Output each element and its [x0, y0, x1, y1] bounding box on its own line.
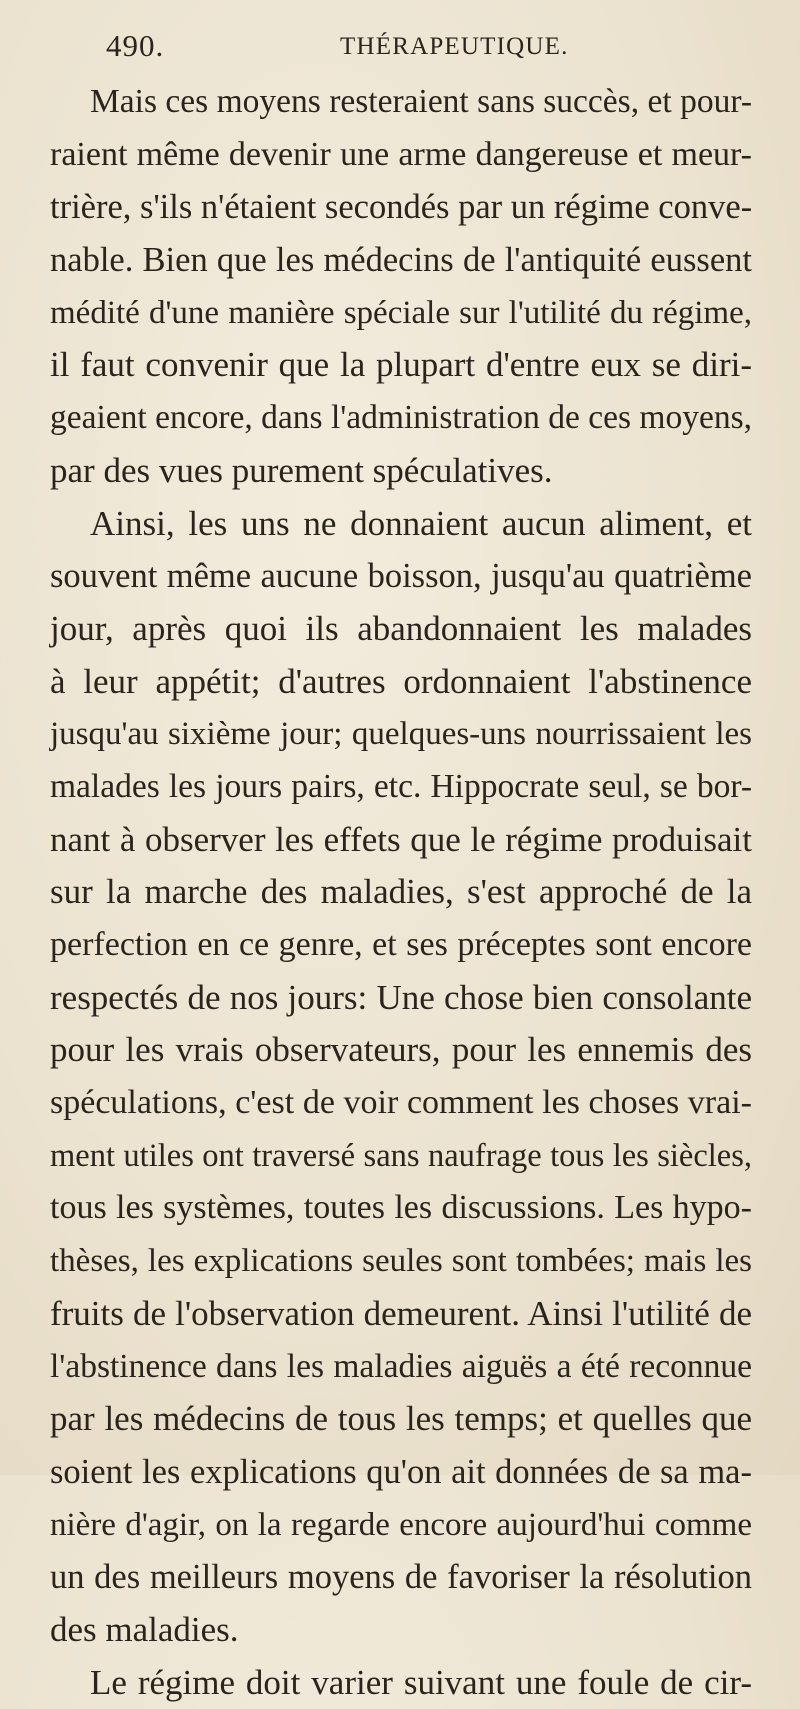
- text-line: tous les systèmes, toutes les discussions. Les hypo-: [50, 1189, 752, 1227]
- text-line: il faut convenir que la plupart d'entre eux se diri-: [50, 345, 752, 385]
- text-line: raient même devenir une arme dangereuse et meur-: [50, 135, 752, 173]
- text-line: médité d'une manière spéciale sur l'utilité du régime,: [50, 294, 752, 331]
- text-line: malades les jours pairs, etc. Hippocrate seul, se bor-: [50, 767, 752, 805]
- text-line: respectés de nos jours: Une chose bien consolante: [50, 977, 752, 1017]
- text-line: thèses, les explications seules sont tombées; mais les: [50, 1243, 752, 1280]
- text-line: trière, s'ils n'étaient secondés par un régime conve-: [50, 188, 753, 227]
- text-line: fruits de l'observation demeurent. Ainsi l'utilité de: [50, 1293, 752, 1333]
- text-line: soient les explications qu'on ait données de sa ma-: [50, 1452, 752, 1491]
- text-line: un des meilleurs moyens de favoriser la résolution: [50, 1558, 752, 1597]
- text-line: jusqu'au sixième jour; quelques-uns nourrissaient les: [50, 716, 752, 753]
- page-number: 490.: [106, 28, 165, 63]
- text-line: souvent même aucune boisson, jusqu'au quatrième: [50, 557, 752, 596]
- text-line: spéculations, c'est de voir comment les choses vrai-: [50, 1084, 752, 1122]
- text-line: pour les vrais observateurs, pour les ennemis des: [50, 1030, 752, 1070]
- text-line: nière d'agir, on la regarde encore aujourd'hui comme: [50, 1506, 752, 1543]
- text-line: geaient encore, dans l'administration de ces moyens,: [50, 399, 752, 437]
- text-line: l'abstinence dans les maladies aiguës a été reconnue: [50, 1347, 752, 1385]
- text-line: Ainsi, les uns ne donnaient aucun aliment, et: [90, 503, 752, 543]
- text-line: des maladies.: [50, 1609, 239, 1649]
- text-line: à leur appétit; d'autres ordonnaient l'abstinence: [50, 661, 752, 701]
- text-line: ment utiles ont traversé sans naufrage tous les siècles,: [50, 1137, 752, 1174]
- text-line: nant à observer les effets que le régime produisait: [50, 819, 752, 859]
- text-line: jour, après quoi ils abandonnaient les malades: [50, 608, 752, 648]
- text-line: par des vues purement spéculatives.: [50, 450, 553, 490]
- running-head: THÉRAPEUTIQUE.: [340, 33, 569, 60]
- body-text: [50, 76, 752, 1709]
- text-line: Le régime doit varier suivant une foule de cir-: [90, 1662, 752, 1702]
- text-line: Mais ces moyens resteraient sans succès, et pour-: [90, 83, 752, 120]
- text-line: sur la marche des maladies, s'est approché de la: [50, 872, 752, 912]
- page-header: [98, 16, 738, 76]
- text-line: nable. Bien que les médecins de l'antiquité eussent: [50, 241, 752, 280]
- text-line: perfection en ce genre, et ses préceptes sont encore: [50, 926, 752, 963]
- text-line: par les médecins de tous les temps; et quelles que: [50, 1399, 752, 1439]
